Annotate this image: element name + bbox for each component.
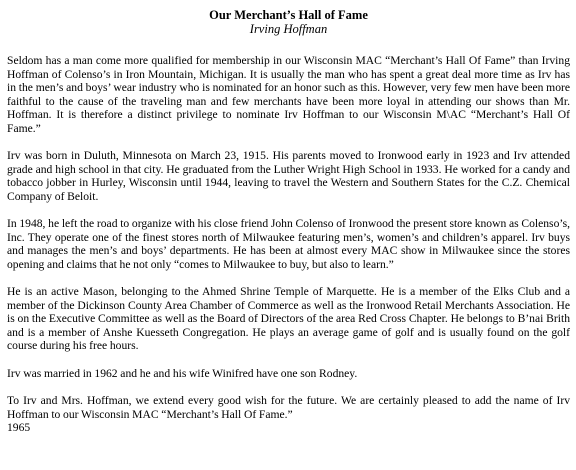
paragraph-3: In 1948, he left the road to organize with his close friend John Colenso of Ironwood the present store known as Colenso’s, Inc. They operate one of the finest stores north of Milwaukee featuring men’s, women’s and children’s apparel. Irv buys and manages the men’s and boys’ departments. He has been at almost every MAC show in Milwaukee since the stores opening and claims that he not only “comes to Milwaukee to buy, but also to learn.” xyxy=(7,217,570,271)
paragraph-1: Seldom has a man come more qualified for membership in our Wisconsin MAC “Merchant’s Hall Of Fame” than Irving Hoffman of Colenso’s in Iron Mountain, Michigan. It is usually the man who has spent a great deal more time as Irv has in the men’s and boys’ wear industry who is nominated for an honor such as this. However, very few men have been more faithful to the cause of the traveling man and few merchants have been more loyal in attending our shows than Mr. Hoffman. It is therefore a distinct privilege to nominate Irv Hoffman to our Wisconsin M\AC “Merchant’s Hall Of Fame.” xyxy=(7,54,570,135)
paragraph-5: Irv was married in 1962 and he and his wife Winifred have one son Rodney. xyxy=(7,366,358,380)
paragraph-4: He is an active Mason, belonging to the Ahmed Shrine Temple of Marquette. He is a member of the Elks Club and a member of the Dickinson County Area Chamber of Commerce as well as the Ironwood Retail Merchants Association. He is on the Executive Committee as well as the Board of Directors of the area Red Cross Chapter. He belongs to B’nai Brith and is a member of Anshe Kuesseth Congregation. He plays an average game of golf and is usually found on the golf course during his free hours. xyxy=(7,285,570,352)
document-author: Irving Hoffman xyxy=(249,22,328,36)
paragraph-2: Irv was born in Duluth, Minnesota on March 23, 1915. His parents moved to Ironwood early in 1923 and Irv attended grade and high school in that city. He graduated from the Luther Wright High School in 1933. He worked for a candy and tobacco jobber in Hurley, Wisconsin until 1944, leaving to travel the Western and Southern States for the C.Z. Chemical Company of Beloit. xyxy=(7,149,570,203)
document-year: 1965 xyxy=(7,421,31,434)
document-title: Our Merchant’s Hall of Fame xyxy=(209,8,368,22)
paragraph-6: To Irv and Mrs. Hoffman, we extend every good wish for the future. We are certainly pleased to add the name of Irv Hoffman to our Wisconsin MAC “Merchant’s Hall Of Fame.” xyxy=(7,394,570,421)
